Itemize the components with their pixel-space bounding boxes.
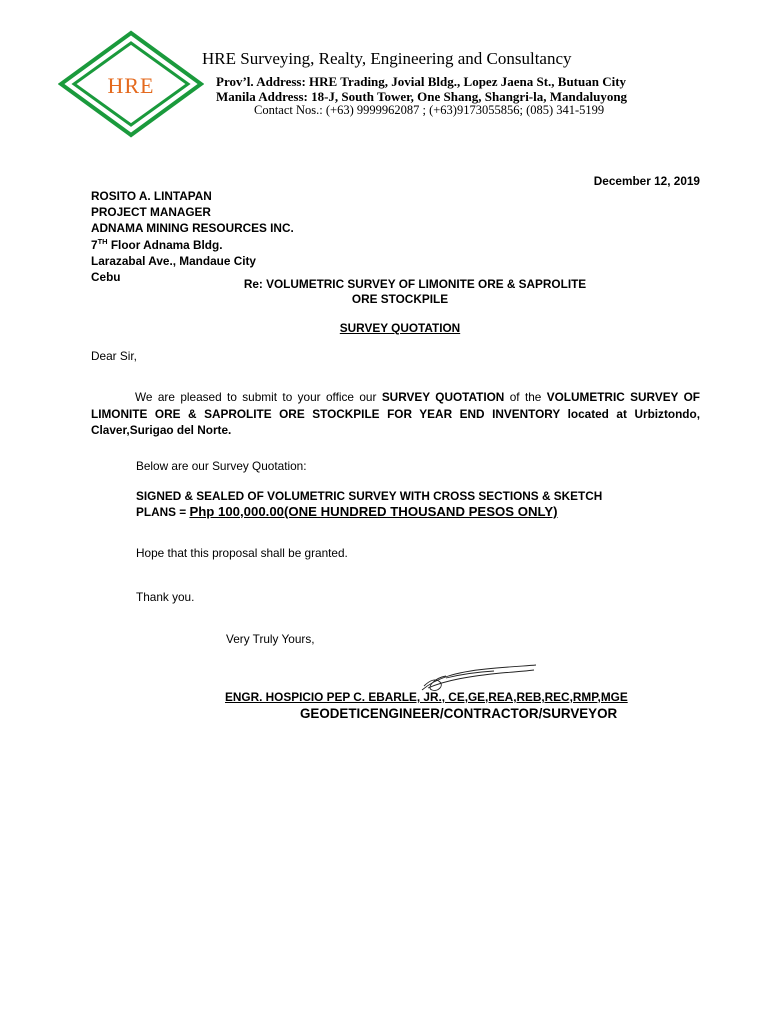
intro-part-1: We are pleased to submit to your office our <box>135 390 382 404</box>
intro-bold-2: VOLUMETRIC SURVEY OF LIMONITE ORE & SAPROLITE ORE STOCKPILE FOR YEAR END INVENTORY located at Urbiztondo, Claver,Surigao del Norte. <box>91 390 700 437</box>
recipient-floor <box>91 237 294 253</box>
floor-rest: Floor Adnama Bldg. <box>107 237 223 252</box>
below-text: Below are our Survey Quotation: <box>136 459 307 473</box>
recipient-province: Cebu <box>91 270 121 285</box>
hope-text: Hope that this proposal shall be granted. <box>136 546 348 560</box>
provincial-address: Prov’l. Address: HRE Trading, Jovial Bldg., Lopez Jaena St., Butuan City <box>216 74 627 89</box>
closing-text: Very Truly Yours, <box>226 632 315 646</box>
company-name: HRE Surveying, Realty, Engineering and Consultancy <box>202 49 572 68</box>
floor-suffix: TH <box>97 236 108 246</box>
subject-line-1: Re: VOLUMETRIC SURVEY OF LIMONITE ORE & SAPROLITE <box>243 277 587 291</box>
quotation-line-1: SIGNED & SEALED OF VOLUMETRIC SURVEY WITH CROSS SECTIONS & SKETCH <box>136 489 603 503</box>
contact-numbers: Contact Nos.: (+63) 9999962087 ; (+63)9173055856; (085) 341-5199 <box>254 103 605 117</box>
manila-address: Manila Address: 18-J, South Tower, One Shang, Shangri-la, Mandaluyong <box>216 89 628 104</box>
intro-part-2: of the <box>504 390 547 404</box>
recipient-name: ROSITO A. LINTAPAN <box>91 189 212 203</box>
recipient-position: PROJECT MANAGER <box>91 205 211 220</box>
intro-bold-1: SURVEY QUOTATION <box>381 390 505 404</box>
svg-text:HRE: HRE <box>107 73 155 98</box>
company-logo <box>58 30 204 138</box>
quotation-block <box>136 488 602 520</box>
recipient-street: Larazabal Ave., Mandaue City <box>91 253 256 268</box>
intro-paragraph <box>91 389 700 439</box>
quotation-label: PLANS = <box>136 505 190 519</box>
floor-number: 7 <box>91 237 98 252</box>
recipient-address <box>91 188 294 285</box>
recipient-company: ADNAMA MINING RESOURCES INC. <box>91 221 294 236</box>
subject-line <box>0 277 768 307</box>
signatory-title: GEODETICENGINEER/CONTRACTOR/SURVEYOR <box>300 706 618 721</box>
letter-date: December 12, 2019 <box>593 174 700 188</box>
quotation-price: Php 100,000.00(ONE HUNDRED THOUSAND PESOS ONLY) <box>189 504 558 519</box>
salutation: Dear Sir, <box>91 349 137 363</box>
document-heading: SURVEY QUOTATION <box>339 321 461 335</box>
subject-line-2: ORE STOCKPILE <box>351 292 449 306</box>
thanks-text: Thank you. <box>136 590 195 604</box>
quotation-line-2 <box>136 504 602 520</box>
signatory-name: ENGR. HOSPICIO PEP C. EBARLE, JR., CE,GE,REA,REB,REC,RMP,MGE <box>225 690 628 704</box>
